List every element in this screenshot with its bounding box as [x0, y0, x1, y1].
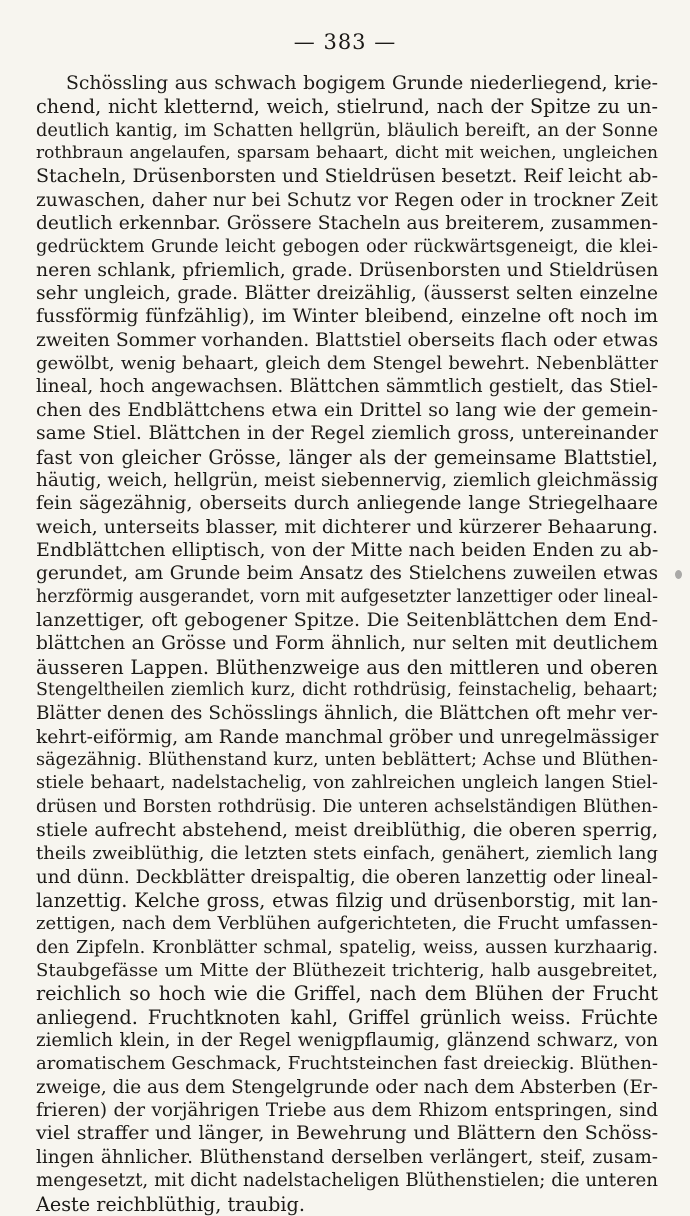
text-line: mengesetzt, mit dicht nadelstacheligen Blüthenstielen; die unteren [36, 1170, 658, 1192]
text-line: zweiten Sommer vorhanden. Blattstiel oberseits flach oder etwas [36, 329, 659, 351]
text-line: stiele behaart, nadelstachelig, von zahlreichen ungleich langen Stiel- [36, 773, 658, 794]
text-line: Stacheln, Drüsenborsten und Stieldrüsen besetzt. Reif leicht ab- [36, 165, 658, 188]
text-line: viel straffer und länger, in Bewehrung und Blättern den Schöss- [36, 1122, 658, 1145]
text-line: Schössling aus schwach bogigem Grunde niederliegend, krie- [66, 73, 658, 94]
text-line: kehrt-eiförmig, am Rande manchmal gröber und unregelmässiger [36, 726, 659, 748]
text-line: reichlich so hoch wie die Griffel, nach dem Blühen der Frucht [36, 982, 658, 1006]
text-line: deutlich kantig, im Schatten hellgrün, bläulich bereift, an der Sonne [36, 119, 658, 141]
ink-spot [675, 570, 682, 579]
text-line: den Zipfeln. Kronblätter schmal, spatelig, weiss, aussen kurzhaarig. [36, 936, 658, 958]
text-line: neren schlank, pfriemlich, grade. Drüsenborsten und Stieldrüsen [36, 259, 659, 281]
text-line: blättchen an Grösse und Form ähnlich, nur selten mit deutlichem [36, 633, 658, 655]
text-line: rothbraun angelaufen, sparsam behaart, dicht mit weichen, ungleichen [36, 143, 658, 164]
text-line: theils zweiblüthig, die letzten stets einfach, genähert, ziemlich lang [36, 843, 658, 865]
text-line: fein sägezähnig, oberseits durch anliegende lange Striegelhaare [36, 493, 658, 515]
text-line: anliegend. Fruchtknoten kahl, Griffel grünlich weiss. Früchte [36, 1005, 658, 1029]
text-line: aromatischem Geschmack, Fruchtsteinchen fast dreieckig. Blüthen- [36, 1053, 658, 1075]
text-line: lanzettig. Kelche gross, etwas filzig und drüsenborstig, mit lan- [36, 889, 658, 913]
text-line: Staubgefässe um Mitte der Blüthezeit trichterig, halb ausgebreitet, [36, 960, 658, 982]
text-line: sehr ungleich, grade. Blätter dreizählig, (äusserst selten einzelne [36, 283, 658, 305]
text-line: und dünn. Deckblätter dreispaltig, die oberen lanzettig oder lineal- [36, 866, 658, 888]
page-number: — 383 — [293, 30, 397, 54]
text-line: herzförmig ausgerandet, vorn mit aufgesetzter lanzettiger oder lineal- [36, 586, 658, 607]
text-line: stiele aufrecht abstehend, meist dreiblüthig, die oberen sperrig, [36, 819, 658, 841]
text-line: gewölbt, wenig behaart, gleich dem Stengel bewehrt. Nebenblätter [36, 353, 658, 375]
text-line: fast von gleicher Grösse, länger als der gemeinsame Blattstiel, [36, 445, 658, 469]
text-line: ziemlich klein, in der Regel wenigpflaumig, glänzend schwarz, von [36, 1030, 658, 1052]
body-text [36, 72, 658, 1216]
text-line: lineal, hoch angewachsen. Blättchen sämmtlich gestielt, das Stiel- [36, 376, 658, 398]
text-line: Stengeltheilen ziemlich kurz, dicht rothdrüsig, feinstachelig, behaart; [36, 679, 658, 700]
text-line: Endblättchen elliptisch, von der Mitte nach beiden Enden zu ab- [36, 538, 659, 561]
text-line: Aeste reichblüthig, traubig. [36, 1192, 305, 1216]
text-line: Blätter denen des Schösslings ähnlich, die Blättchen oft mehr ver- [36, 703, 658, 725]
text-line: chen des Endblättchens etwa ein Drittel so lang wie der gemein- [36, 399, 658, 421]
text-line: äusseren Lappen. Blüthenzweige aus den mittleren und oberen [36, 655, 658, 679]
text-line: lanzettiger, oft gebogener Spitze. Die Seitenblättchen dem End- [36, 608, 658, 631]
text-line: deutlich erkennbar. Grössere Stacheln aus breiterem, zusammen- [36, 213, 658, 235]
text-line: gedrücktem Grunde leicht gebogen oder rückwärtsgeneigt, die klei- [36, 236, 658, 258]
text-line: sägezähnig. Blüthenstand kurz, unten beblättert; Achse und Blüthen- [36, 749, 658, 770]
text-line: same Stiel. Blättchen in der Regel ziemlich gross, untereinander [36, 423, 658, 445]
text-line: fussförmig fünfzählig), im Winter bleibend, einzelne oft noch im [36, 305, 658, 328]
text-line: frieren) der vorjährigen Triebe aus dem Rhizom entspringen, sind [36, 1100, 658, 1122]
text-line: zuwaschen, daher nur bei Schutz vor Regen oder in trockner Zeit [36, 189, 658, 211]
text-line: gerundet, am Grunde beim Ansatz des Stielchens zuweilen etwas [36, 563, 658, 585]
text-line: häutig, weich, hellgrün, meist siebennervig, ziemlich gleichmässig [36, 469, 659, 491]
text-line: zettigen, nach dem Verblühen aufgerichteten, die Frucht umfassen- [36, 913, 658, 935]
text-line: chend, nicht kletternd, weich, stielrund, nach der Spitze zu un- [36, 95, 658, 119]
text-line: zweige, die aus dem Stengelgrunde oder nach dem Absterben (Er- [36, 1076, 658, 1098]
text-line: lingen ähnlicher. Blüthenstand derselben verlängert, steif, zusam- [36, 1146, 658, 1168]
text-line: drüsen und Borsten rothdrüsig. Die unteren achselständigen Blüthen- [36, 796, 658, 817]
text-line: weich, unterseits blasser, mit dichterer und kürzerer Behaarung. [36, 516, 658, 538]
